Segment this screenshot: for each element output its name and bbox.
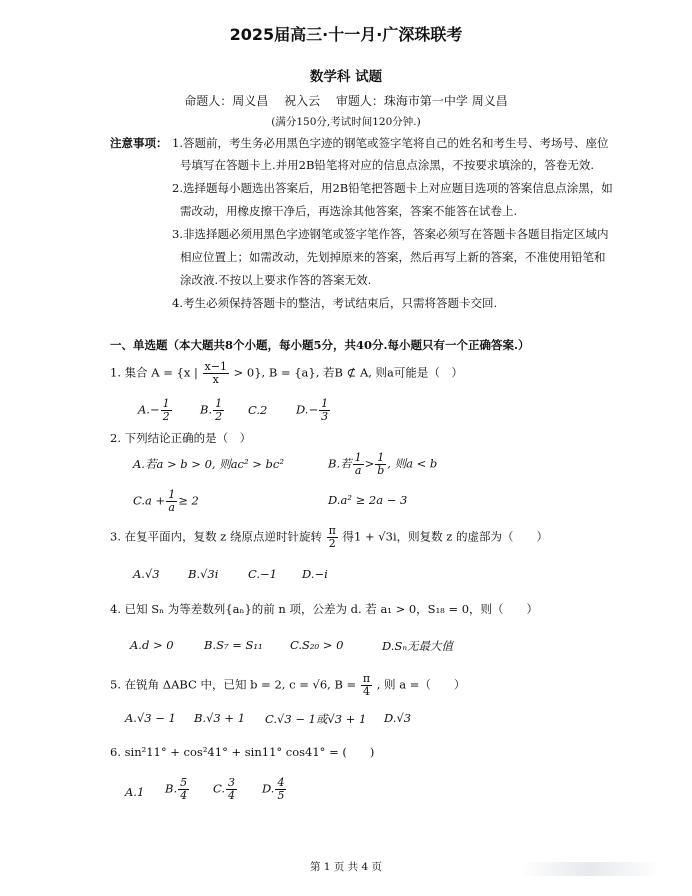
notice-line: 号填写在答题卡上.并用2B铅笔将对应的信息点涂黑，不按要求填涂的，答卷无效. [180, 158, 595, 172]
notice-line: 3.非选择题必须用黑色字迹钢笔或签字笔作答，答案必须写在答题卡各题目指定区域内 [172, 227, 609, 241]
notice-line: 需改动，用橡皮擦干净后，再选涂其他答案，答案不能答在试卷上. [180, 204, 518, 218]
question-3-option-a: A.√3 [133, 567, 160, 581]
question-3-option-b: B.√3i [188, 567, 219, 581]
question-2-option-d: D.a² ≥ 2a − 3 [328, 493, 408, 507]
question-5-option-b: B.√3 + 1 [194, 711, 246, 725]
question-4-option-c: C.S₂₀ > 0 [290, 638, 344, 652]
question-4-stem: 4. 已知 Sₙ 为等差数列{aₙ}的前 n 项，公差为 d. 若 a₁ > 0，S₁₈ = 0，则（ ） [110, 602, 539, 616]
notice-label: 注意事项： [110, 136, 168, 150]
question-4-option-b: B.S₇ = S₁₁ [204, 638, 263, 652]
coauthor: 祝入云 [284, 94, 321, 108]
notice-line: 涂改液.不按以上要求作答的答案无效. [180, 273, 372, 287]
watermark-image [520, 862, 660, 876]
notice-line: 4.考生必须保持答题卡的整洁，考试结束后，只需将答题卡交回. [172, 296, 498, 310]
question-2-option-c: C.a + $\frac{1}{a}$ ≥ 2 [133, 488, 199, 514]
score-info: (满分150分,考试时间120分钟.) [271, 116, 421, 128]
question-1-option-b: B. $\frac{1}{2}$ [200, 397, 223, 423]
question-6-option-a: A.1 [125, 785, 145, 799]
question-1-option-a: A.− $\frac{1}{2}$ [138, 397, 170, 423]
question-5-option-c: C.√3 − 1或√3 + 1 [265, 712, 367, 726]
notice-line: 2.选择题每小题选出答案后，用2B铅笔把答题卡上对应题目选项的答案信息点涂黑，如 [172, 181, 613, 195]
authors-line [0, 92, 692, 109]
question-6-option-d: D. $\frac{4}{5}$ [262, 776, 285, 802]
subject-title: 数学科 试题 [309, 69, 383, 85]
question-6-option-b: B. $\frac{5}{4}$ [165, 776, 188, 802]
question-4-option-d: D.Sₙ无最大值 [382, 639, 454, 653]
question-5-option-d: D.√3 [384, 711, 412, 725]
notice-line: 相应位置上；如需改动，先划掉原来的答案，然后再写上新的答案，不准使用铅笔和 [180, 250, 606, 264]
question-4-option-a: A.d > 0 [130, 638, 174, 652]
notice-line: 1.答题前，考生务必用黑色字迹的钢笔或签字笔将自己的姓名和考生号、考场号、座位 [172, 136, 609, 150]
question-5-option-a: A.√3 − 1 [125, 711, 176, 725]
question-6-stem: 6. sin²11° + cos²41° + sin11° cos41° = ( ) [110, 745, 375, 759]
question-3-option-c: C.−1 [248, 567, 277, 581]
question-2-option-a: A.若a > b > 0, 则ac² > bc² [133, 457, 284, 471]
question-1-option-c: C.2 [248, 403, 268, 417]
fraction: $\frac{\pi}{4}$ [362, 672, 371, 698]
reviewer: 审题人：珠海市第一中学 周义昌 [335, 94, 508, 108]
question-5-stem: 5. 在锐角 ΔABC 中，已知 b = 2, c = √6, B = $\frac{\pi}{4}$ , 则 a =（ ） [110, 672, 466, 698]
question-3-stem: 3. 在复平面内，复数 z 绕原点逆时针旋转 $\frac{\pi}{2}$ 得1 + √3i，则复数 z 的虚部为（ ） [110, 524, 549, 550]
question-2-option-b: B.若 $\frac{1}{a}$ > $\frac{1}{b}$ , 则a < b [328, 451, 438, 477]
fraction: $\frac{x-1}{x}$ [204, 360, 227, 386]
question-1-option-d: D.− $\frac{1}{3}$ [296, 397, 329, 423]
question-6-option-c: C. $\frac{3}{4}$ [213, 776, 236, 802]
section-heading: 一、单选题（本大题共8个小题，每小题5分，共40分.每小题只有一个正确答案.） [110, 338, 530, 352]
fraction: $\frac{\pi}{2}$ [328, 524, 336, 550]
question-3-option-d: D.−i [302, 567, 328, 581]
question-1-stem: 1. 集合 A = {x | $\frac{x-1}{x}$ > 0}, B = {a}, 若B ⊄ A, 则a可能是（ ） [110, 360, 463, 386]
question-2-stem: 2. 下列结论正确的是（ ） [110, 431, 252, 445]
author-label: 命题人：周义昌 [184, 94, 269, 108]
page-footer: 第 1 页 共 4 页 [309, 861, 383, 873]
exam-title: 2025届高三·十一月·广深珠联考 [229, 25, 463, 44]
